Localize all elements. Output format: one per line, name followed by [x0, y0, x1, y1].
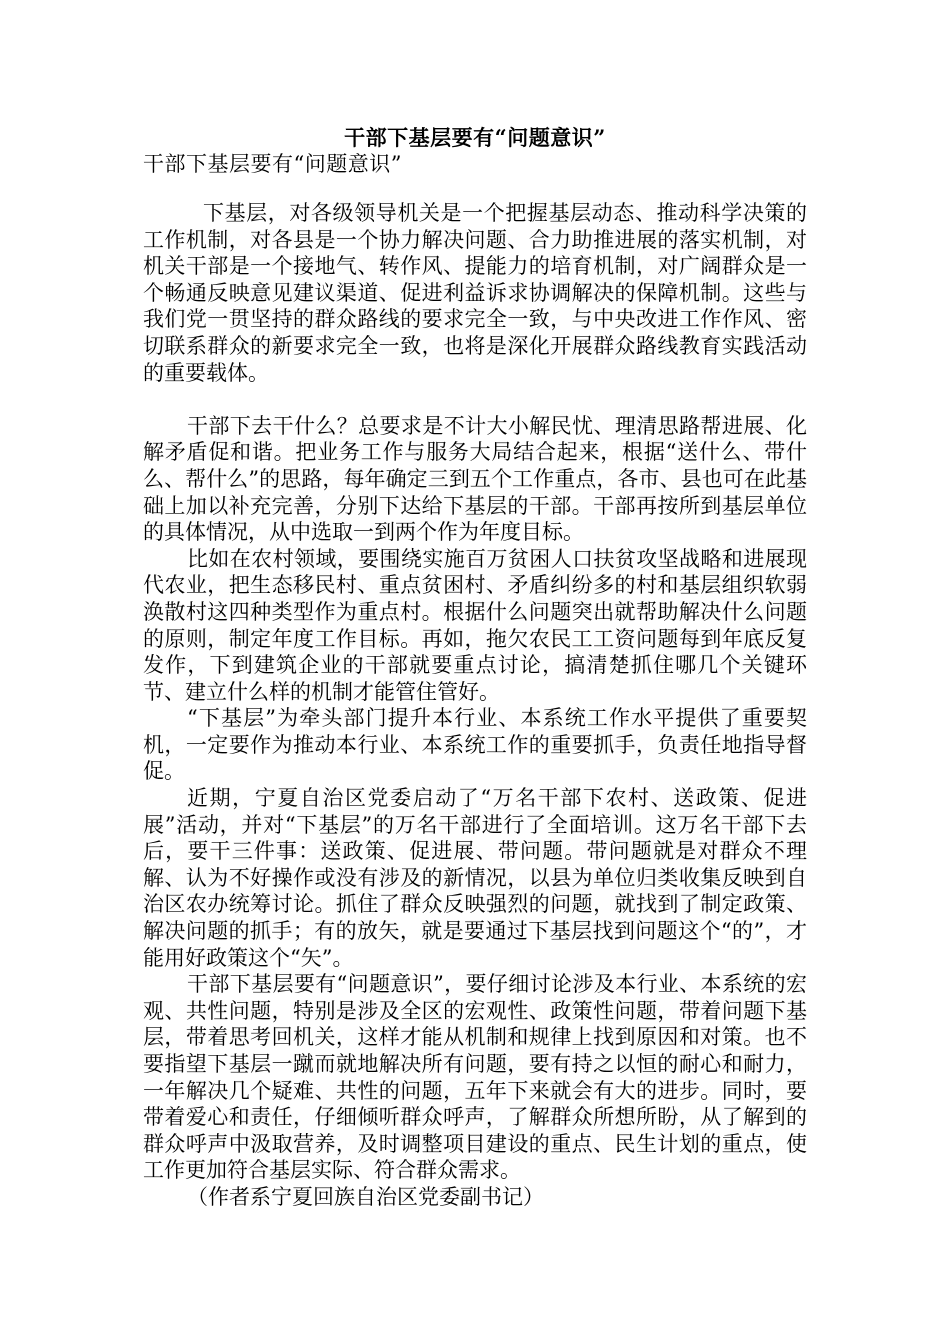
author-byline: （作者系宁夏回族自治区党委副书记）: [187, 1184, 544, 1209]
document-title: 干部下基层要有“问题意识”: [344, 125, 606, 150]
paragraph-6: 干部下基层要有“问题意识”，要仔细讨论涉及本行业、本系统的宏观、共性问题，特别是涉及全区的宏观性、政策性问题，带着问题下基层，带着思考回机关，这样才能从机制和规律上找到原因和对策。也不要指望下基层一蹴而就地解决所有问题，要有持之以恒的耐心和耐力，一年解决几个疑难、共性的问题，五年下来就会有大的进步。同时，要带着爱心和责任，仔细倾听群众呼声，了解群众所想所盼，从了解到的群众呼声中汲取营养，及时调整项目建设的重点、民生计划的重点，使工作更加符合基层实际、符合群众需求。: [143, 972, 807, 1183]
paragraph-2: 干部下去干什么？总要求是不计大小解民忧、理清思路帮进展、化解矛盾促和谐。把业务工作与服务大局结合起来，根据“送什么、带什么、帮什么”的思路，每年确定三到五个工作重点，各市、县也可在此基础上加以补充完善，分别下达给下基层的干部。干部再按所到基层单位的具体情况，从中选取一到两个作为年度目标。: [143, 413, 807, 545]
paragraph-3: 比如在农村领域，要围绕实施百万贫困人口扶贫攻坚战略和进展现代农业，把生态移民村、重点贫困村、矛盾纠纷多的村和基层组织软弱涣散村这四种类型作为重点村。根据什么问题突出就帮助解决什么问题的原则，制定年度工作目标。再如，拖欠农民工工资问题每到年底反复发作，下到建筑企业的干部就要重点讨论，搞清楚抓住哪几个关键环节、建立什么样的机制才能管住管好。: [143, 546, 807, 704]
paragraph-5: 近期，宁夏自治区党委启动了“万名干部下农村、送政策、促进展”活动，并对“下基层”的万名干部进行了全面培训。这万名干部下去后，要干三件事：送政策、促进展、带问题。带问题就是对群众不理解、认为不好操作或没有涉及的新情况，以县为单位归类收集反映到自治区农办统筹讨论。抓住了群众反映强烈的问题，就找到了制定政策、解决问题的抓手；有的放矢，就是要通过下基层找到问题这个“的”，才能用好政策这个“矢”。: [143, 786, 807, 970]
document-subtitle: 干部下基层要有“问题意识”: [143, 152, 402, 176]
paragraph-4: “下基层”为牵头部门提升本行业、本系统工作水平提供了重要契机，一定要作为推动本行业、本系统工作的重要抓手，负责任地指导督促。: [143, 706, 807, 784]
document-body: [143, 200, 807, 1211]
paragraph-1: 下基层，对各级领导机关是一个把握基层动态、推动科学决策的工作机制，对各县是一个协力解决问题、合力助推进展的落实机制，对机关干部是一个接地气、转作风、提能力的培育机制，对广阔群众是一个畅通反映意见建议渠道、促进利益诉求协调解决的保障机制。这些与我们党一贯坚持的群众路线的要求完全一致，与中央改进工作作风、密切联系群众的新要求完全一致，也将是深化开展群众路线教育实践活动的重要载体。: [143, 201, 807, 385]
